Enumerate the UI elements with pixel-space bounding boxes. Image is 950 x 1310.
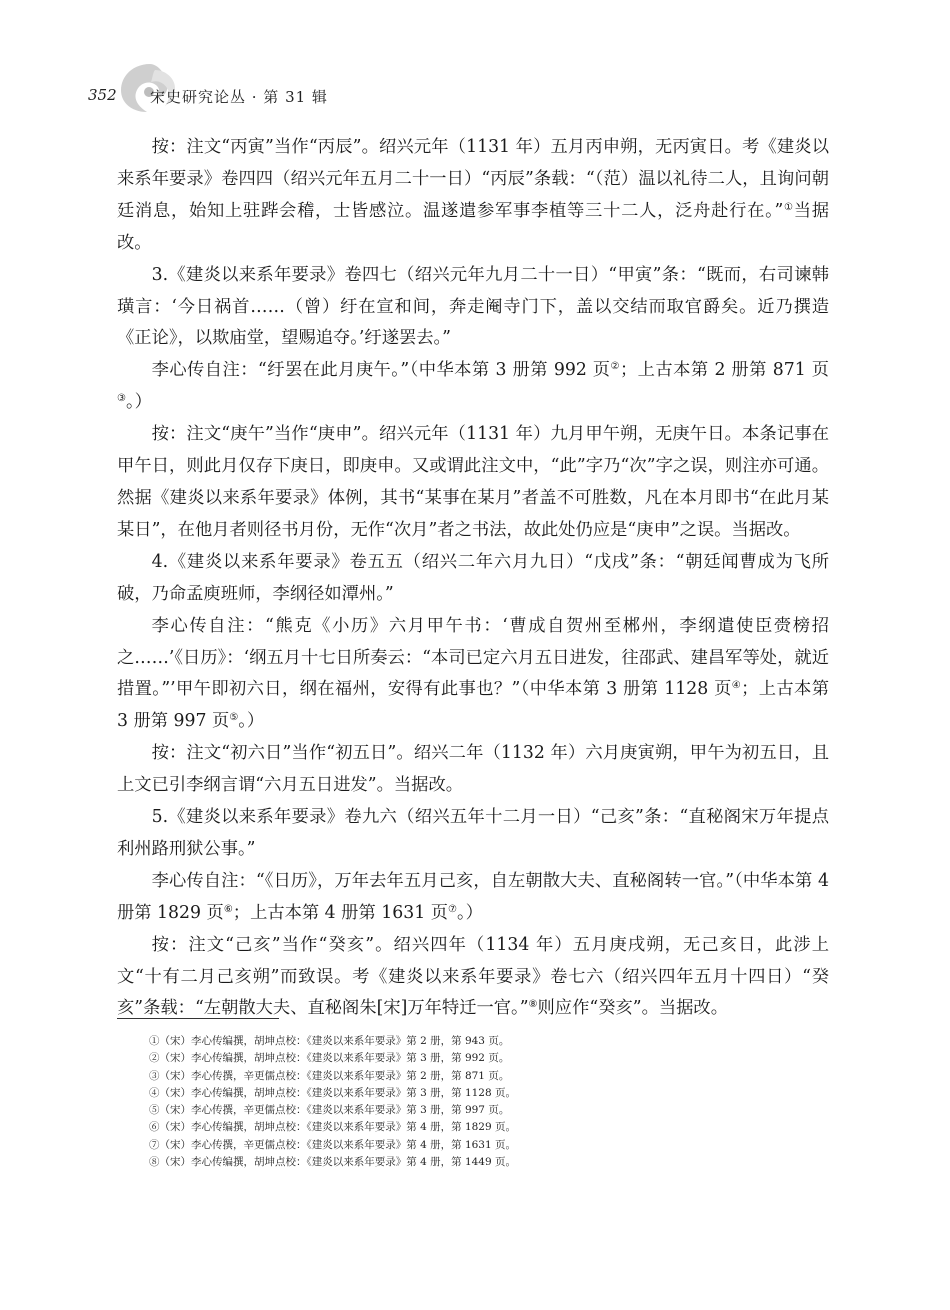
text-segment: 5.《建炎以来系年要录》卷九六（绍兴五年十二月一日）“己亥”条：“直秘阁宋万年提点利州路刑狱公事。” xyxy=(117,807,829,859)
page-number: 352 xyxy=(88,86,117,104)
footnote-marker: ② xyxy=(610,361,620,373)
text-segment: 按：注文“庚午”当作“庚申”。绍兴元年（1131 年）九月甲午朔，无庚午日。本条记事在甲午日，则此月仅存下庚日，即庚申。又或谓此注文中，“此”字乃“次”字之误，则注亦可通。然据《建炎以来系年要录》体例，其书“某事在某月”者盖不可胜数，凡在本月即书“在此月某某日”，在他月者则径书月份，无作“次月”者之书法，故此处仍应是“庚申”之误。当据改。 xyxy=(117,424,829,540)
body-paragraph xyxy=(117,419,829,547)
footnote-marker: ⑥ xyxy=(223,903,233,915)
text-segment: 李心传自注：“熊克《小历》六月甲午书：‘曹成自贺州至郴州，李纲遣使臣赍榜招之……’《日历》：‘纲五月十七日所奏云：“本司已定六月五日进发，往邵武、建昌军等处，就近措置。”’甲午即初六日，纲在福州，安得有此事也？”（中华本第 3 册第 1128 页 xyxy=(117,615,829,700)
text-segment: ；上古本第 3 册第 997 页 xyxy=(117,679,829,732)
running-header xyxy=(70,60,470,120)
footnote-marker: ③ xyxy=(117,393,126,405)
footnotes xyxy=(149,1033,829,1171)
text-segment: 李心传自注：“纡罢在此月庚午。”（中华本第 3 册第 992 页 xyxy=(151,360,611,381)
main-text xyxy=(117,132,829,1025)
footnote-item: ③（宋）李心传撰，辛更儒点校：《建炎以来系年要录》第 2 册，第 871 页。 xyxy=(149,1069,510,1082)
text-segment: 李心传自注：“《日历》，万年去年五月己亥，自左朝散大夫、直秘阁转一官。”（中华本第 4 册第 1829 页 xyxy=(117,870,829,923)
footnote-marker: ⑦ xyxy=(447,903,457,915)
body-paragraph xyxy=(117,547,829,611)
footnote-item: ①（宋）李心传编撰，胡坤点校：《建炎以来系年要录》第 2 册，第 943 页。 xyxy=(149,1035,510,1047)
footnote-marker: ⑤ xyxy=(229,712,239,724)
text-segment: 按：注文“初六日”当作“初五日”。绍兴二年（1132 年）六月庚寅朔，甲午为初五日，且上文已引李纲言谓“六月五日进发”。当据改。 xyxy=(117,743,829,796)
footnote-divider xyxy=(117,1018,279,1019)
footnote-marker: ④ xyxy=(731,680,742,692)
text-segment: 。） xyxy=(125,392,152,413)
text-segment: 。） xyxy=(238,711,265,732)
journal-title: 宋史研究论丛 · 第 31 辑 xyxy=(150,88,328,106)
body-paragraph xyxy=(117,802,829,866)
text-segment: 则应作“癸亥”。当据改。 xyxy=(537,998,728,1019)
body-paragraph xyxy=(117,611,829,739)
footnote-item: ④（宋）李心传编撰，胡坤点校：《建炎以来系年要录》第 3 册，第 1128 页。 xyxy=(149,1086,517,1099)
body-paragraph xyxy=(117,260,829,356)
body-paragraph xyxy=(117,738,829,802)
footnote-item: ⑦（宋）李心传撰，辛更儒点校：《建炎以来系年要录》第 4 册，第 1631 页。 xyxy=(149,1138,517,1151)
footnote-item: ②（宋）李心传编撰，胡坤点校：《建炎以来系年要录》第 3 册，第 992 页。 xyxy=(149,1052,510,1065)
text-segment: 按：注文“己亥”当作“癸亥”。绍兴四年（1134 年）五月庚戌朔，无己亥日，此涉上文“十有二月己亥朔”而致误。考《建炎以来系年要录》卷七六（绍兴四年五月十四日）“癸亥”条载：“左朝散大夫、直秘阁朱[宋]万年特迁一官。” xyxy=(117,934,829,1019)
footnote-item: ⑧（宋）李心传编撰，胡坤点校：《建炎以来系年要录》第 4 册，第 1449 页。 xyxy=(149,1156,517,1169)
text-segment: 4.《建炎以来系年要录》卷五五（绍兴二年六月九日）“戊戌”条：“朝廷闻曹成为飞所破，乃命孟庾班师，李纲径如潭州。” xyxy=(117,551,829,604)
text-segment: 按：注文“丙寅”当作“丙辰”。绍兴元年（1131 年）五月丙申朔，无丙寅日。考《建炎以来系年要录》卷四四（绍兴元年五月二十一日）“丙辰”条载：“（范）温以礼待二人，且询问朝廷消息，始知上驻跸会稽，士皆感泣。温遂遣参军事李植等三十二人，泛舟赴行在。” xyxy=(117,137,829,221)
body-paragraph xyxy=(117,930,829,1026)
footnote-marker: ⑧ xyxy=(528,999,538,1011)
body-paragraph xyxy=(117,355,829,419)
text-segment: 当据改。 xyxy=(117,200,829,253)
text-segment: ；上古本第 2 册第 871 页 xyxy=(619,360,830,381)
text-segment: ；上古本第 4 册第 1631 页 xyxy=(232,902,448,923)
text-segment: 。） xyxy=(456,902,483,923)
footnote-item: ⑤（宋）李心传撰，辛更儒点校：《建炎以来系年要录》第 3 册，第 997 页。 xyxy=(149,1104,510,1117)
text-segment: 3.《建炎以来系年要录》卷四七（绍兴元年九月二十一日）“甲寅”条：“既而，右司谏韩璜言：‘今日祸首……（曾）纡在宣和间，奔走阉寺门下，盖以交结而取官爵矣。近乃撰造《正论》，以欺庙堂，望赐追夺。’纡遂罢去。” xyxy=(117,264,829,349)
footnote-marker: ① xyxy=(783,201,794,213)
footnote-item: ⑥（宋）李心传编撰，胡坤点校：《建炎以来系年要录》第 4 册，第 1829 页。 xyxy=(149,1121,517,1134)
body-paragraph xyxy=(117,866,829,930)
body-paragraph xyxy=(117,132,829,260)
